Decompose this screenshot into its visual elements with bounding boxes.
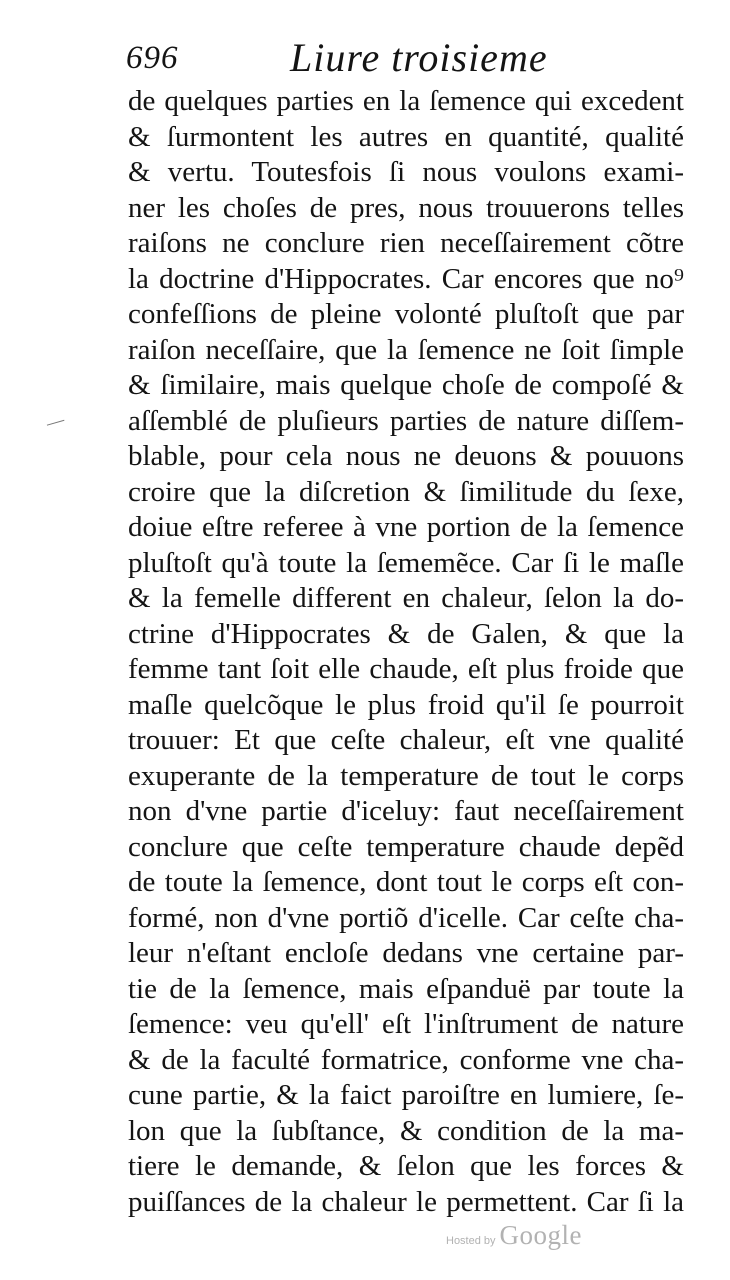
text-line: maſle quelcõque le plus froid qu'il ſe pourroit bbox=[128, 688, 684, 721]
text-line: & ſimilaire, mais quelque choſe de compoſé & bbox=[128, 369, 684, 401]
text-line: ctrine d'Hippocrates & de Galen, & que la bbox=[128, 617, 684, 650]
text-line: & vertu. Toutesfois ſi nous voulons exami- bbox=[128, 156, 684, 188]
text-line: de quelques parties en la ſemence qui excedent bbox=[128, 85, 684, 117]
text-line: croire que la diſcretion & ſimilitude du ſexe, bbox=[128, 475, 684, 508]
text-line: femme tant ſoit elle chaude, eſt plus froide que bbox=[128, 653, 684, 685]
running-header bbox=[122, 22, 682, 84]
text-line: leur n'eſtant encloſe dedans vne certaine par- bbox=[128, 937, 684, 969]
body-text bbox=[128, 84, 684, 1220]
margin-pen-mark bbox=[47, 420, 67, 436]
text-line: formé, non d'vne portiõ d'icelle. Car ceſte cha- bbox=[128, 901, 684, 934]
text-line: ſemence: veu qu'ell' eſt l'inſtrument de nature bbox=[128, 1008, 684, 1040]
text-line: lon que la ſubſtance, & condition de la ma- bbox=[128, 1114, 684, 1147]
text-line: cune partie, & la faict paroiſtre en lumiere, ſe- bbox=[128, 1079, 684, 1111]
text-line: raiſons ne conclure rien neceſſairement cõtre bbox=[128, 227, 684, 259]
text-line: raiſon neceſſaire, que la ſemence ne ſoit ſimple bbox=[128, 333, 684, 366]
text-line: aſſemblé de pluſieurs parties de nature diſſem- bbox=[128, 404, 684, 437]
text-line: puiſſances de la chaleur le permettent. Car ſi la bbox=[128, 1185, 684, 1218]
text-line: & la femelle different en chaleur, ſelon la do- bbox=[128, 582, 684, 614]
text-line: confeſſions de pleine volonté pluſtoſt que par bbox=[128, 298, 684, 330]
text-line: conclure que ceſte temperature chaude depẽd bbox=[128, 830, 684, 863]
hosted-by-google-watermark bbox=[446, 1220, 582, 1250]
running-title: Liure troisieme bbox=[290, 35, 548, 80]
text-line: tie de la ſemence, mais eſpanduë par toute la bbox=[128, 972, 684, 1005]
text-line: trouuer: Et que ceſte chaleur, eſt vne qualité bbox=[128, 724, 684, 756]
text-line: pluſtoſt qu'à toute la ſememẽce. Car ſi le maſle bbox=[128, 546, 684, 579]
text-line: tiere le demande, & ſelon que les forces & bbox=[128, 1150, 684, 1182]
text-line: & ſurmontent les autres en quantité, qualité bbox=[128, 120, 684, 153]
text-line: ner les choſes de pres, nous trouuerons telles bbox=[128, 191, 684, 224]
page-number: 696 bbox=[126, 40, 179, 76]
text-line: non d'vne partie d'iceluy: faut neceſſairement bbox=[128, 795, 684, 827]
text-line: blable, pour cela nous ne deuons & pouuons bbox=[128, 440, 684, 472]
text-line: doiue eſtre referee à vne portion de la ſemence bbox=[128, 511, 684, 543]
watermark-prefix: Hosted by bbox=[446, 1235, 496, 1247]
text-line: & de la faculté formatrice, conforme vne cha- bbox=[128, 1043, 684, 1076]
text-line: exuperante de la temperature de tout le corps bbox=[128, 759, 684, 792]
text-line: de toute la ſemence, dont tout le corps eſt con- bbox=[128, 866, 684, 898]
google-logo: Google bbox=[499, 1220, 583, 1250]
text-line: la doctrine d'Hippocrates. Car encores que no⁹ bbox=[128, 262, 684, 295]
